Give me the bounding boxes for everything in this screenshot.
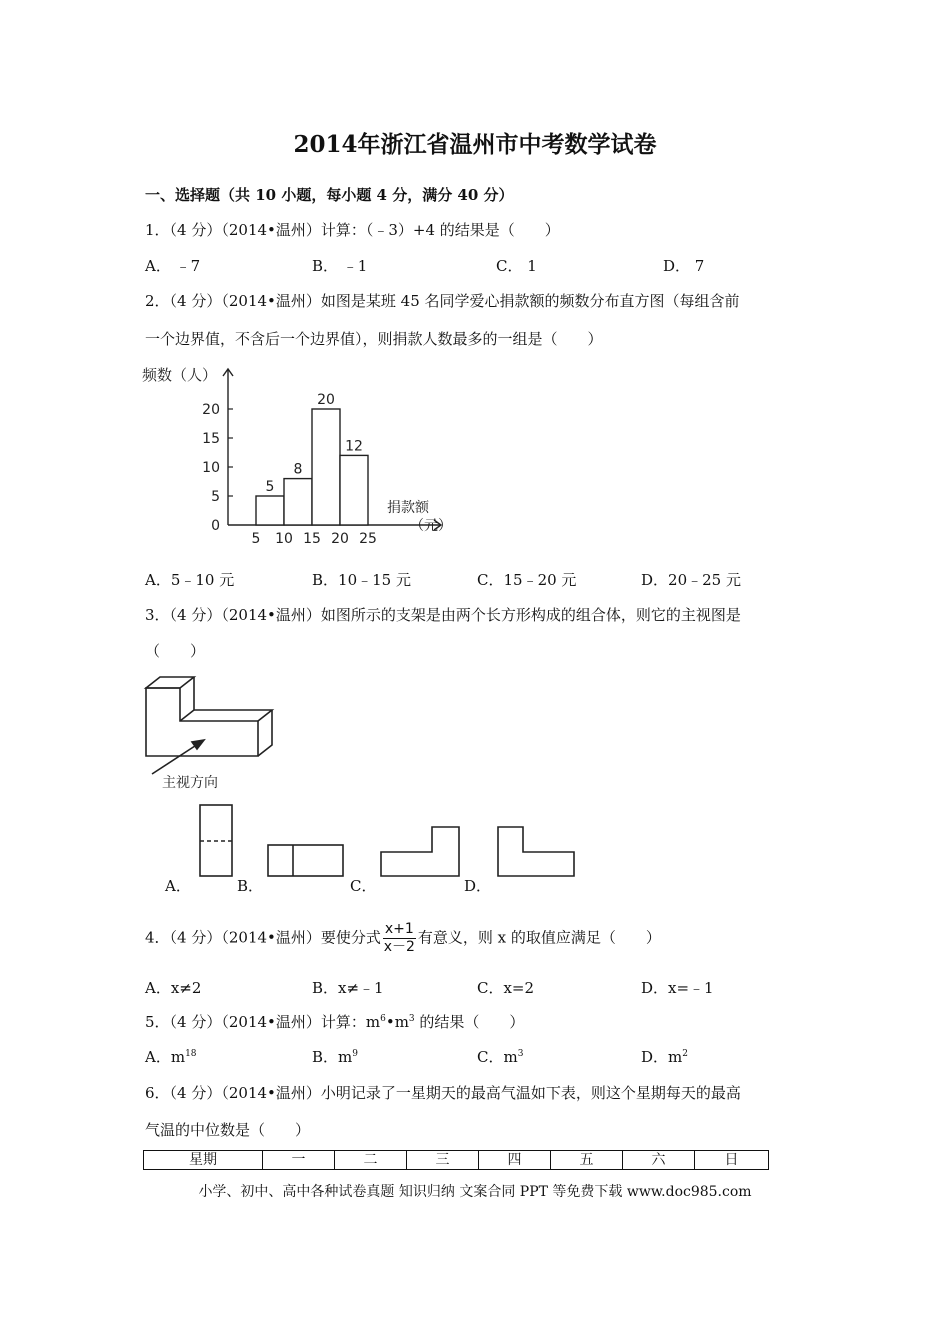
y-tick-label: 10 xyxy=(202,460,220,476)
bar-value-label: 8 xyxy=(293,461,303,478)
q5-option-b: B．$m^9$ xyxy=(312,1048,358,1066)
view-direction-label: 主视方向 xyxy=(162,775,218,791)
table-cell: 六 xyxy=(623,1151,695,1170)
q4-fraction-denominator: x－2 xyxy=(383,939,415,955)
histogram-bar xyxy=(284,479,312,525)
q3-option-d: D． xyxy=(464,877,492,895)
table-cell: 星期 xyxy=(144,1151,263,1170)
q4-option-b: B．x≠﹣1 xyxy=(312,979,384,997)
bracket-base-side-edge xyxy=(258,710,272,756)
table-cell: 四 xyxy=(479,1151,551,1170)
q4-stem-before: 4．（4 分）（2014•温州）要使分式 xyxy=(145,928,381,947)
histogram-plot xyxy=(142,366,452,547)
x-tick-label: 5 xyxy=(251,531,261,547)
bar-value-label: 20 xyxy=(317,392,335,408)
question-3-stem-line-1: 3．（4 分）（2014•温州）如图所示的支架是由两个长方形构成的组合体，则它的主视图是 xyxy=(145,606,741,624)
histogram-bar xyxy=(312,409,340,525)
x-tick-label: 20 xyxy=(331,531,349,547)
x-tick-label: 25 xyxy=(359,531,377,547)
option-c-figure xyxy=(381,827,459,876)
table-header-row xyxy=(144,1151,769,1170)
q1-option-a: A． ﹣7 xyxy=(145,257,201,275)
bracket-base-top-edge xyxy=(194,710,272,721)
histogram-bar xyxy=(340,455,368,525)
q4-option-a: A．x≠2 xyxy=(145,979,202,997)
q4-option-d: D．x=﹣1 xyxy=(641,979,714,997)
section-heading: 一、选择题（共 10 小题，每小题 4 分，满分 40 分） xyxy=(145,186,514,204)
table-cell: 二 xyxy=(335,1151,407,1170)
question-6-stem-line-1: 6．（4 分）（2014•温州）小明记录了一星期天的最高气温如下表，则这个星期每天的最高 xyxy=(145,1084,741,1102)
bracket-top-face xyxy=(146,677,194,688)
option-d-figure xyxy=(498,827,574,876)
question-6-stem-line-2: 气温的中位数是（ ） xyxy=(145,1121,311,1139)
q4-stem-after: 有意义，则 x 的取值应满足（ ） xyxy=(417,928,661,947)
table-cell: 一 xyxy=(263,1151,335,1170)
q5-option-a: A．$m^{18}$ xyxy=(145,1048,197,1066)
table-cell: 五 xyxy=(551,1151,623,1170)
q5-stem-mid: •m xyxy=(385,1013,409,1031)
q5-exponent-1: 6 xyxy=(380,1014,386,1024)
y-tick-label: 5 xyxy=(211,489,220,505)
question-5-stem xyxy=(145,1011,524,1032)
question-2-stem-line-2: 一个边界值，不含后一个边界值），则捐款人数最多的一组是（ ） xyxy=(145,330,603,348)
q1-option-c: C． 1 xyxy=(496,257,537,275)
q5-stem-before: 5．（4 分）（2014•温州）计算：m xyxy=(145,1013,381,1031)
x-tick-label: 10 xyxy=(275,531,293,547)
table-cell: 三 xyxy=(407,1151,479,1170)
bar-value-label: 12 xyxy=(345,438,363,455)
q4-fraction-numerator: x+1 xyxy=(384,921,414,937)
q2-option-c: C．15﹣20 元 xyxy=(477,571,577,589)
y-tick-label: 15 xyxy=(202,431,220,447)
q2-option-a: A．5﹣10 元 xyxy=(145,571,235,589)
q5-stem-after: 的结果（ ） xyxy=(414,1013,525,1031)
option-b-figure xyxy=(268,845,343,876)
q4-fraction xyxy=(383,921,416,956)
question-2-stem-line-1: 2．（4 分）（2014•温州）如图是某班 45 名同学爱心捐款额的频数分布直方图（每组含前 xyxy=(145,292,740,310)
x-axis-title: 捐款额 xyxy=(387,500,429,516)
y-axis-title: 频数（人） xyxy=(142,366,218,384)
histogram-chart xyxy=(140,362,460,552)
temperature-table xyxy=(143,1150,769,1170)
question-3-stem-line-2: （ ） xyxy=(145,642,206,660)
q1-option-b: B． ﹣1 xyxy=(312,257,368,275)
q5-exponent-2: 3 xyxy=(408,1014,415,1024)
view-direction-arrow xyxy=(152,740,204,774)
page-title: 2014年浙江省温州市中考数学试卷 xyxy=(293,131,657,158)
x-tick-label: 15 xyxy=(303,531,321,547)
q1-option-d: D． 7 xyxy=(663,257,705,275)
y-tick-label: 20 xyxy=(202,402,220,418)
question-1-stem: 1．（4 分）（2014•温州）计算：（﹣3）+4 的结果是（ ） xyxy=(145,221,560,239)
q5-option-c: C．$m^3$ xyxy=(477,1048,524,1066)
bracket-side-edge xyxy=(180,677,194,721)
q3-option-figures xyxy=(190,800,590,882)
q2-option-d: D．20﹣25 元 xyxy=(641,571,741,589)
question-4-stem xyxy=(145,921,661,956)
q2-option-b: B．10﹣15 元 xyxy=(312,571,411,589)
q3-option-c: C． xyxy=(350,877,377,895)
q3-option-b: B． xyxy=(237,877,264,895)
table-cell: 日 xyxy=(695,1151,769,1170)
bar-value-label: 5 xyxy=(265,479,275,495)
x-axis-unit: （元） xyxy=(410,518,452,534)
q3-option-a: A． xyxy=(165,877,191,895)
y-tick-label: 0 xyxy=(211,518,220,534)
bracket-3d-figure xyxy=(140,673,280,795)
histogram-bar xyxy=(256,496,284,525)
page-footer: 小学、初中、高中各种试卷真题 知识归纳 文案合同 PPT 等免费下载 www.doc985.com xyxy=(198,1184,752,1200)
q4-option-c: C．x=2 xyxy=(477,979,535,997)
bracket-front-face xyxy=(146,688,258,756)
q5-option-d: D．$m^2$ xyxy=(641,1048,688,1066)
